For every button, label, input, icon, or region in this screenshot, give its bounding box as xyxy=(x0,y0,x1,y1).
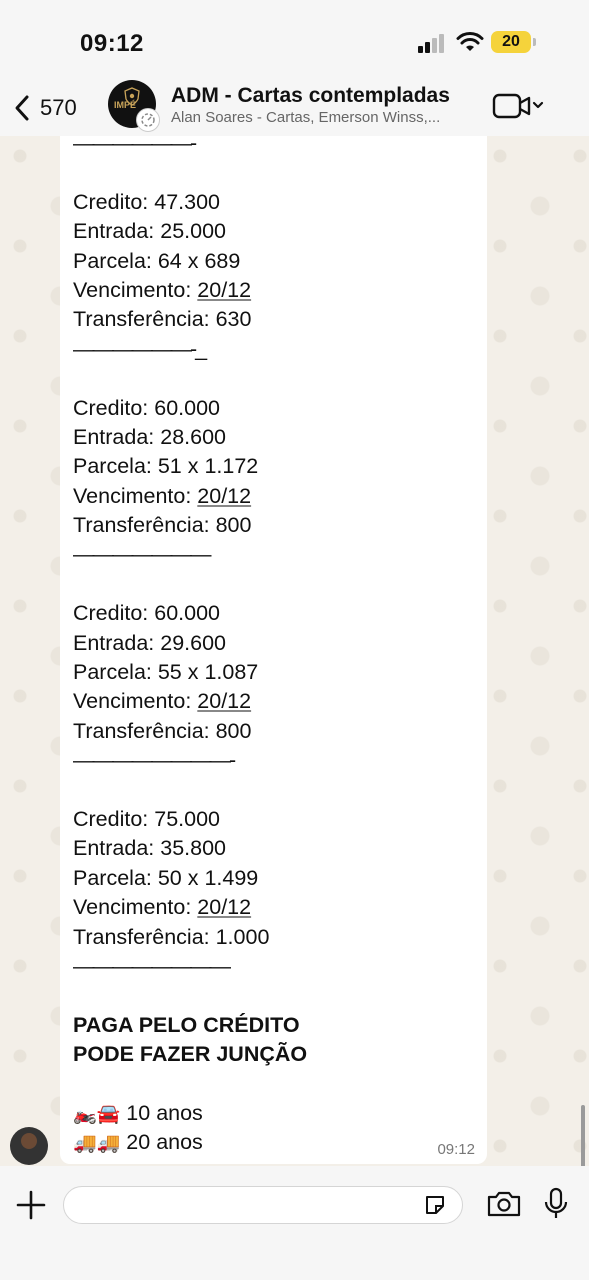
message-line: Parcela: 51 x 1.172 xyxy=(73,454,259,479)
chat-participants[interactable]: Alan Soares - Cartas, Emerson Winss,... xyxy=(171,109,441,126)
line-label: Vencimento: xyxy=(73,689,198,714)
status-time: 09:12 xyxy=(80,30,144,57)
line-text: 10 anos xyxy=(120,1100,203,1125)
chat-title[interactable]: ADM - Cartas contempladas xyxy=(171,84,450,107)
wifi-icon xyxy=(456,31,484,53)
message-line: Transferência: 630 xyxy=(73,307,252,332)
message-line: Transferência: 1.000 xyxy=(73,924,270,949)
message-line: Transferência: 800 xyxy=(73,718,252,743)
message-blank-line xyxy=(73,570,307,599)
message-blank-line xyxy=(73,981,307,1010)
message-blank-line xyxy=(73,364,307,393)
message-line: Entrada: 29.600 xyxy=(73,630,227,655)
microphone-button[interactable] xyxy=(541,1186,571,1222)
message-separator: ———————— xyxy=(73,953,229,978)
battery-level: 20 xyxy=(502,33,520,50)
message-line: Transferência: 800 xyxy=(73,513,252,538)
video-call-button[interactable] xyxy=(491,92,549,120)
date-link[interactable]: 20/12 xyxy=(197,895,252,920)
message-line xyxy=(73,893,307,922)
message-input[interactable] xyxy=(63,1186,463,1224)
camera-icon xyxy=(486,1189,522,1219)
message-line: Credito: 60.000 xyxy=(73,601,221,626)
message-blank-line xyxy=(73,776,307,805)
attach-button[interactable] xyxy=(14,1188,48,1222)
message-line: Parcela: 55 x 1.087 xyxy=(73,660,259,685)
battery-tip xyxy=(533,38,536,46)
message-line xyxy=(73,482,307,511)
line-text: 20 anos xyxy=(120,1130,203,1155)
message-blank-line xyxy=(73,1070,307,1099)
scrollbar[interactable] xyxy=(581,1105,585,1170)
input-bar xyxy=(0,1166,589,1280)
message-line: Entrada: 28.600 xyxy=(73,424,227,449)
message-line xyxy=(73,276,307,305)
message-text xyxy=(73,129,307,1158)
message-line: Parcela: 64 x 689 xyxy=(73,248,241,273)
message-line xyxy=(73,1128,307,1157)
status-bar xyxy=(0,0,589,80)
date-link[interactable]: 20/12 xyxy=(197,483,252,508)
message-line: Credito: 75.000 xyxy=(73,806,221,831)
date-link[interactable]: 20/12 xyxy=(197,689,252,714)
date-link[interactable]: 20/12 xyxy=(197,277,252,302)
message-line xyxy=(73,687,307,716)
back-button[interactable] xyxy=(12,88,77,128)
chevron-left-icon xyxy=(12,94,32,122)
cellular-signal-icon xyxy=(418,33,448,53)
sender-avatar[interactable] xyxy=(10,1127,48,1165)
message-separator: ——————— xyxy=(73,542,210,567)
message-line: Credito: 47.300 xyxy=(73,189,221,214)
message-blank-line xyxy=(73,158,307,187)
message-line: Entrada: 35.800 xyxy=(73,836,227,861)
vehicle-emoji-icon: 🚚🚚 xyxy=(73,1132,121,1155)
line-label: Vencimento: xyxy=(73,895,198,920)
message-bubble[interactable] xyxy=(60,131,487,1164)
sticker-icon xyxy=(423,1193,447,1217)
message-line: Credito: 60.000 xyxy=(73,395,221,420)
plus-icon xyxy=(14,1188,48,1222)
message-separator: ——————- xyxy=(73,131,196,155)
battery-icon xyxy=(491,31,531,53)
vehicle-emoji-icon: 🏍️🚘 xyxy=(73,1102,121,1125)
camera-button[interactable] xyxy=(486,1189,522,1219)
message-separator: ————————- xyxy=(73,748,235,773)
unread-count: 570 xyxy=(40,95,77,120)
microphone-icon xyxy=(541,1186,571,1222)
message-line: PAGA PELO CRÉDITO xyxy=(73,1012,300,1037)
sticker-button[interactable] xyxy=(423,1193,447,1217)
message-line: PODE FAZER JUNÇÃO xyxy=(73,1042,308,1067)
message-line: Parcela: 50 x 1.499 xyxy=(73,865,259,890)
video-camera-icon xyxy=(491,92,549,120)
message-timestamp: 09:12 xyxy=(437,1141,475,1158)
avatar-logo-text: IMPÉ xyxy=(114,100,137,110)
message-line: Entrada: 25.000 xyxy=(73,219,227,244)
message-line xyxy=(73,1099,307,1128)
line-label: Vencimento: xyxy=(73,277,198,302)
message-separator: ——————-_ xyxy=(73,336,206,361)
line-label: Vencimento: xyxy=(73,483,198,508)
